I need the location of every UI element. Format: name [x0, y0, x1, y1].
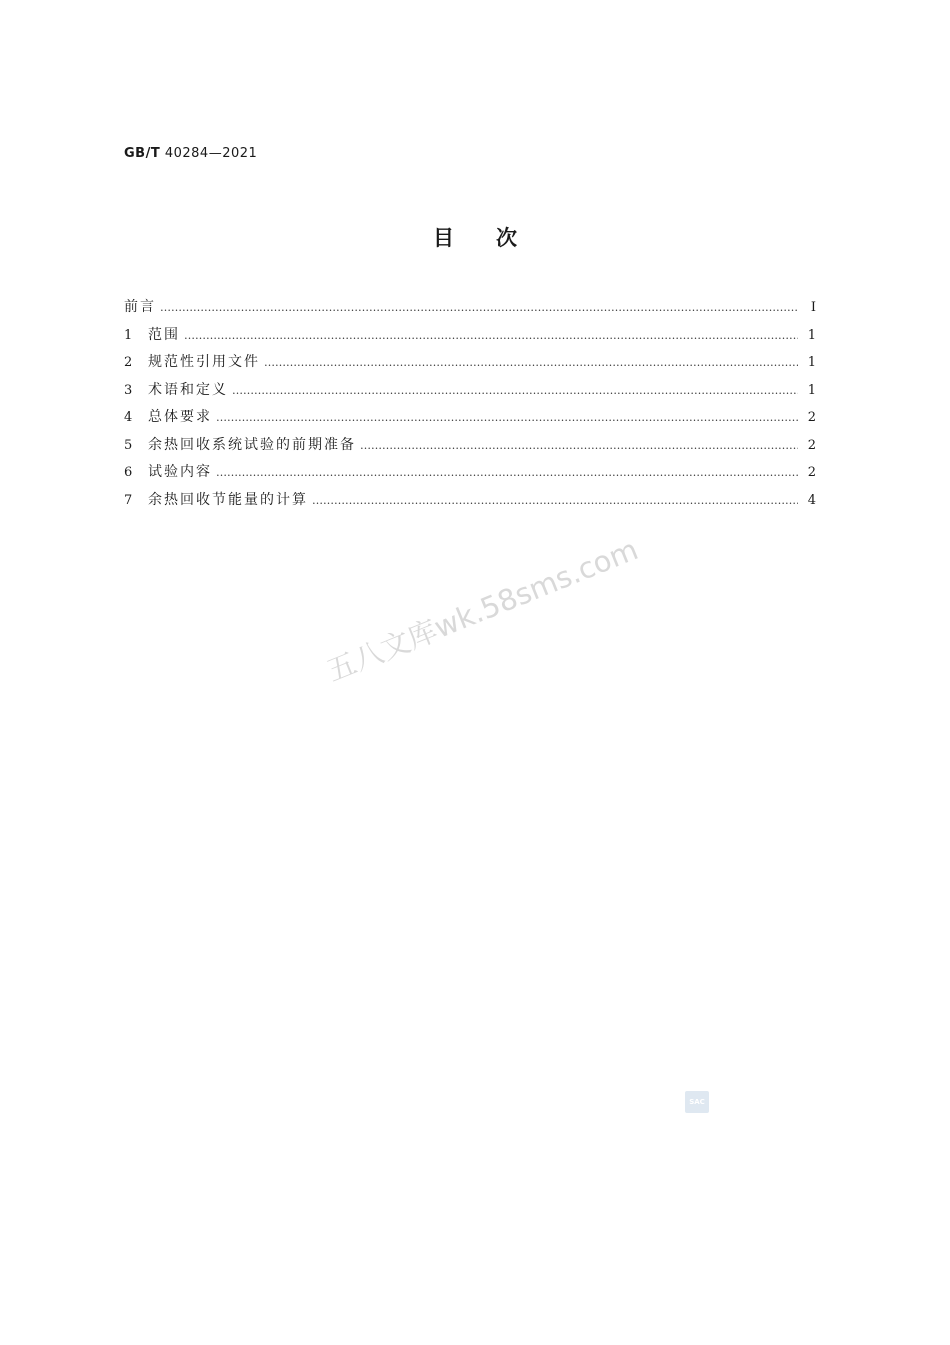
toc-item-4[interactable] — [124, 406, 816, 434]
toc-item-text: 余热回收系统试验的前期准备 — [148, 436, 356, 453]
toc-page-number: Ⅰ — [810, 300, 816, 315]
title-part-1: 目 — [433, 226, 454, 250]
standard-prefix: GB/T — [124, 146, 161, 161]
toc-item-number: 4 — [124, 410, 133, 425]
toc-item-foreword[interactable] — [124, 296, 816, 324]
toc-page-number: 2 — [807, 437, 816, 453]
toc-item-5[interactable] — [124, 434, 816, 462]
standard-code — [124, 146, 257, 161]
standard-number: 40284—2021 — [164, 146, 258, 161]
toc-item-3[interactable] — [124, 379, 816, 407]
toc-item-number: 5 — [124, 437, 133, 453]
toc-item-7[interactable] — [124, 489, 816, 517]
title-part-2: 次 — [496, 226, 517, 250]
toc-item-number: 3 — [124, 382, 133, 398]
toc-item-text: 前言 — [124, 299, 156, 315]
toc-item-text: 余热回收节能量的计算 — [148, 491, 308, 508]
toc-leader-dots — [312, 490, 798, 512]
toc-leader-dots — [360, 435, 798, 457]
toc-item-text: 规范性引用文件 — [148, 354, 260, 370]
toc-leader-dots — [232, 380, 798, 402]
table-of-contents — [124, 296, 816, 516]
toc-item-text: 总体要求 — [148, 409, 212, 425]
toc-item-number: 7 — [124, 492, 133, 508]
toc-item-number: 1 — [124, 327, 133, 343]
toc-page-number: 2 — [807, 465, 816, 480]
toc-page-number: 2 — [807, 410, 816, 425]
toc-item-number: 6 — [124, 465, 133, 480]
page-title — [0, 222, 950, 252]
toc-page-number: 4 — [807, 492, 816, 508]
toc-item-text: 范围 — [148, 326, 180, 343]
toc-page-number: 1 — [807, 327, 816, 343]
toc-leader-dots — [184, 325, 798, 347]
toc-item-text: 试验内容 — [148, 464, 212, 480]
toc-leader-dots — [216, 407, 798, 429]
toc-page-number: 1 — [807, 382, 816, 398]
toc-page-number: 1 — [807, 355, 816, 370]
watermark: 五八文库wk.58sms.com — [321, 532, 643, 689]
toc-leader-dots — [216, 462, 798, 484]
toc-item-text: 术语和定义 — [148, 381, 228, 398]
toc-leader-dots — [264, 352, 798, 374]
toc-item-number: 2 — [124, 355, 133, 370]
toc-item-1[interactable] — [124, 324, 816, 352]
sac-logo: SAC — [685, 1091, 709, 1113]
toc-item-6[interactable] — [124, 461, 816, 489]
toc-leader-dots — [160, 297, 798, 319]
toc-item-2[interactable] — [124, 351, 816, 379]
